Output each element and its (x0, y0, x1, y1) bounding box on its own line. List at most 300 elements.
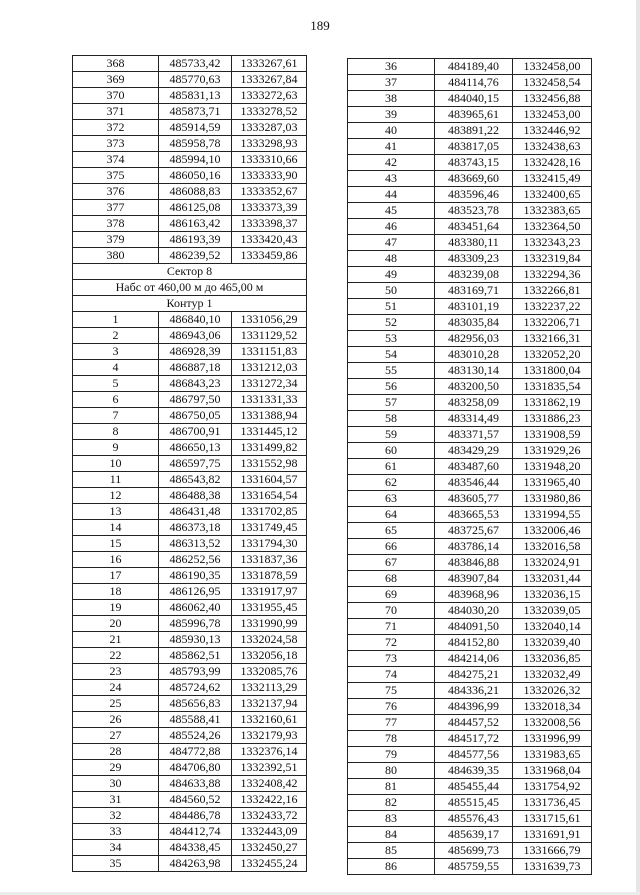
y-coordinate: 1332266,81 (513, 283, 592, 299)
x-coordinate: 485588,41 (159, 712, 232, 728)
point-number: 24 (73, 680, 159, 696)
y-coordinate: 1331996,99 (513, 731, 592, 747)
y-coordinate: 1332179,93 (232, 728, 307, 744)
point-number: 85 (348, 843, 435, 859)
y-coordinate: 1332383,65 (513, 203, 592, 219)
x-coordinate: 486797,50 (159, 392, 232, 408)
y-coordinate: 1332016,58 (513, 539, 592, 555)
y-coordinate: 1331917,97 (232, 584, 307, 600)
y-coordinate: 1331151,83 (232, 344, 307, 360)
table-row (348, 75, 592, 91)
x-coordinate: 482956,03 (435, 331, 513, 347)
table-row (73, 808, 307, 824)
table-row (73, 552, 307, 568)
point-number: 52 (348, 315, 435, 331)
point-number: 65 (348, 523, 435, 539)
y-coordinate: 1331908,59 (513, 427, 592, 443)
point-number: 17 (73, 568, 159, 584)
y-coordinate: 1332036,85 (513, 651, 592, 667)
table-row (73, 392, 307, 408)
table-row (348, 859, 592, 875)
point-number: 3 (73, 344, 159, 360)
x-coordinate: 486597,75 (159, 456, 232, 472)
point-number: 14 (73, 520, 159, 536)
point-number: 40 (348, 123, 435, 139)
table-row (348, 267, 592, 283)
table-row (348, 539, 592, 555)
x-coordinate: 483309,23 (435, 251, 513, 267)
point-number: 15 (73, 536, 159, 552)
point-number: 46 (348, 219, 435, 235)
table-row (73, 72, 307, 88)
point-number: 13 (73, 504, 159, 520)
table-row (348, 171, 592, 187)
x-coordinate: 483907,84 (435, 571, 513, 587)
point-number: 84 (348, 827, 435, 843)
table-row (73, 616, 307, 632)
point-number: 77 (348, 715, 435, 731)
table-row (348, 363, 592, 379)
y-coordinate: 1331929,26 (513, 443, 592, 459)
point-number: 379 (73, 232, 159, 248)
point-number: 28 (73, 744, 159, 760)
table-row (73, 152, 307, 168)
point-number: 31 (73, 792, 159, 808)
table-row (348, 203, 592, 219)
point-number: 82 (348, 795, 435, 811)
point-number: 369 (73, 72, 159, 88)
y-coordinate: 1332443,09 (232, 824, 307, 840)
point-number: 79 (348, 747, 435, 763)
table-row (73, 600, 307, 616)
x-coordinate: 485515,45 (435, 795, 513, 811)
y-coordinate: 1332415,49 (513, 171, 592, 187)
y-coordinate: 1333278,52 (232, 104, 307, 120)
point-number: 59 (348, 427, 435, 443)
point-number: 20 (73, 616, 159, 632)
y-coordinate: 1332446,92 (513, 123, 592, 139)
x-coordinate: 484275,21 (435, 667, 513, 683)
y-coordinate: 1332438,63 (513, 139, 592, 155)
y-coordinate: 1331837,36 (232, 552, 307, 568)
table-row (348, 507, 592, 523)
x-coordinate: 484412,74 (159, 824, 232, 840)
y-coordinate: 1331968,04 (513, 763, 592, 779)
table-row (348, 299, 592, 315)
point-number: 71 (348, 619, 435, 635)
point-number: 80 (348, 763, 435, 779)
x-coordinate: 486239,52 (159, 248, 232, 264)
y-coordinate: 1331272,34 (232, 376, 307, 392)
x-coordinate: 485724,62 (159, 680, 232, 696)
y-coordinate: 1331331,33 (232, 392, 307, 408)
y-coordinate: 1332024,91 (513, 555, 592, 571)
table-row (348, 731, 592, 747)
point-number: 47 (348, 235, 435, 251)
table-row (73, 776, 307, 792)
y-coordinate: 1332376,14 (232, 744, 307, 760)
x-coordinate: 483523,78 (435, 203, 513, 219)
point-number: 23 (73, 664, 159, 680)
x-coordinate: 484639,35 (435, 763, 513, 779)
x-coordinate: 483546,44 (435, 475, 513, 491)
table-row (348, 411, 592, 427)
point-number: 27 (73, 728, 159, 744)
y-coordinate: 1332113,29 (232, 680, 307, 696)
table-row (348, 283, 592, 299)
table-row (73, 584, 307, 600)
x-coordinate: 485994,10 (159, 152, 232, 168)
point-number: 64 (348, 507, 435, 523)
x-coordinate: 486650,13 (159, 440, 232, 456)
point-number: 4 (73, 360, 159, 376)
x-coordinate: 485793,99 (159, 664, 232, 680)
y-coordinate: 1331666,79 (513, 843, 592, 859)
x-coordinate: 486928,39 (159, 344, 232, 360)
y-coordinate: 1332455,24 (232, 856, 307, 872)
table-row (73, 824, 307, 840)
point-number: 78 (348, 731, 435, 747)
y-coordinate: 1333420,43 (232, 232, 307, 248)
y-coordinate: 1331983,65 (513, 747, 592, 763)
y-coordinate: 1332364,50 (513, 219, 592, 235)
x-coordinate: 483786,14 (435, 539, 513, 555)
point-number: 33 (73, 824, 159, 840)
x-coordinate: 485455,44 (435, 779, 513, 795)
table-row (348, 347, 592, 363)
x-coordinate: 484486,78 (159, 808, 232, 824)
table-row (348, 475, 592, 491)
x-coordinate: 483451,64 (435, 219, 513, 235)
point-number: 74 (348, 667, 435, 683)
point-number: 50 (348, 283, 435, 299)
x-coordinate: 483605,77 (435, 491, 513, 507)
y-coordinate: 1332032,49 (513, 667, 592, 683)
point-number: 371 (73, 104, 159, 120)
point-number: 18 (73, 584, 159, 600)
x-coordinate: 486750,05 (159, 408, 232, 424)
table-row (73, 664, 307, 680)
x-coordinate: 485524,26 (159, 728, 232, 744)
table-row (73, 792, 307, 808)
table-row (73, 312, 307, 328)
y-coordinate: 1332458,00 (513, 59, 592, 75)
y-coordinate: 1332343,23 (513, 235, 592, 251)
table-row (348, 491, 592, 507)
table-row (73, 104, 307, 120)
y-coordinate: 1332458,54 (513, 75, 592, 91)
point-number: 70 (348, 603, 435, 619)
point-number: 39 (348, 107, 435, 123)
y-coordinate: 1331691,91 (513, 827, 592, 843)
y-coordinate: 1332056,18 (232, 648, 307, 664)
x-coordinate: 486700,91 (159, 424, 232, 440)
y-coordinate: 1332456,88 (513, 91, 592, 107)
left-coordinates-table (72, 55, 307, 872)
table-row (73, 408, 307, 424)
point-number: 21 (73, 632, 159, 648)
y-coordinate: 1331715,61 (513, 811, 592, 827)
y-coordinate: 1331499,82 (232, 440, 307, 456)
x-coordinate: 486193,39 (159, 232, 232, 248)
y-coordinate: 1331800,04 (513, 363, 592, 379)
x-coordinate: 483035,84 (435, 315, 513, 331)
point-number: 377 (73, 200, 159, 216)
point-number: 61 (348, 459, 435, 475)
x-coordinate: 484396,99 (435, 699, 513, 715)
x-coordinate: 485576,43 (435, 811, 513, 827)
contour-title: Контур 1 (73, 296, 307, 312)
table-row (348, 651, 592, 667)
table-row (73, 696, 307, 712)
point-number: 60 (348, 443, 435, 459)
x-coordinate: 486431,48 (159, 504, 232, 520)
x-coordinate: 483101,19 (435, 299, 513, 315)
table-row (348, 603, 592, 619)
y-coordinate: 1332008,56 (513, 715, 592, 731)
table-row (73, 136, 307, 152)
point-number: 48 (348, 251, 435, 267)
x-coordinate: 485958,78 (159, 136, 232, 152)
point-number: 26 (73, 712, 159, 728)
table-row (73, 632, 307, 648)
table-row (348, 139, 592, 155)
y-coordinate: 1333459,86 (232, 248, 307, 264)
point-number: 373 (73, 136, 159, 152)
y-coordinate: 1333398,37 (232, 216, 307, 232)
y-coordinate: 1332006,46 (513, 523, 592, 539)
y-coordinate: 1331056,29 (232, 312, 307, 328)
x-coordinate: 484772,88 (159, 744, 232, 760)
sector-title-row (73, 264, 307, 280)
x-coordinate: 484030,20 (435, 603, 513, 619)
table-row (73, 440, 307, 456)
y-coordinate: 1332392,51 (232, 760, 307, 776)
point-number: 22 (73, 648, 159, 664)
x-coordinate: 485873,71 (159, 104, 232, 120)
x-coordinate: 486543,82 (159, 472, 232, 488)
y-coordinate: 1332319,84 (513, 251, 592, 267)
x-coordinate: 484091,50 (435, 619, 513, 635)
point-number: 12 (73, 488, 159, 504)
x-coordinate: 485930,13 (159, 632, 232, 648)
y-coordinate: 1332206,71 (513, 315, 592, 331)
table-row (73, 216, 307, 232)
x-coordinate: 483258,09 (435, 395, 513, 411)
page-number: 189 (310, 18, 330, 33)
y-coordinate: 1331955,45 (232, 600, 307, 616)
table-row (348, 235, 592, 251)
y-coordinate: 1333373,39 (232, 200, 307, 216)
point-number: 29 (73, 760, 159, 776)
point-number: 380 (73, 248, 159, 264)
table-row (348, 187, 592, 203)
table-row (348, 619, 592, 635)
y-coordinate: 1331835,54 (513, 379, 592, 395)
table-row (348, 59, 592, 75)
x-coordinate: 483891,22 (435, 123, 513, 139)
point-number: 51 (348, 299, 435, 315)
table-row (73, 488, 307, 504)
table-row (73, 424, 307, 440)
table-row (73, 200, 307, 216)
x-coordinate: 486252,56 (159, 552, 232, 568)
y-coordinate: 1333267,84 (232, 72, 307, 88)
scan-edge (636, 0, 640, 895)
y-coordinate: 1333267,61 (232, 56, 307, 72)
point-number: 75 (348, 683, 435, 699)
y-coordinate: 1332036,15 (513, 587, 592, 603)
table-row (348, 763, 592, 779)
y-coordinate: 1332422,16 (232, 792, 307, 808)
x-coordinate: 483487,60 (435, 459, 513, 475)
x-coordinate: 483380,11 (435, 235, 513, 251)
x-coordinate: 483239,08 (435, 267, 513, 283)
table-row (348, 107, 592, 123)
x-coordinate: 483665,53 (435, 507, 513, 523)
x-coordinate: 486313,52 (159, 536, 232, 552)
point-number: 43 (348, 171, 435, 187)
x-coordinate: 483130,14 (435, 363, 513, 379)
point-number: 32 (73, 808, 159, 824)
table-row (348, 155, 592, 171)
table-row (73, 120, 307, 136)
point-number: 68 (348, 571, 435, 587)
point-number: 66 (348, 539, 435, 555)
y-coordinate: 1332026,32 (513, 683, 592, 699)
contour-title-row (73, 296, 307, 312)
x-coordinate: 486943,06 (159, 328, 232, 344)
point-number: 44 (348, 187, 435, 203)
y-coordinate: 1331129,52 (232, 328, 307, 344)
x-coordinate: 486843,23 (159, 376, 232, 392)
y-coordinate: 1331980,86 (513, 491, 592, 507)
x-coordinate: 484152,80 (435, 635, 513, 651)
table-row (348, 779, 592, 795)
table-row (73, 168, 307, 184)
point-number: 374 (73, 152, 159, 168)
point-number: 38 (348, 91, 435, 107)
x-coordinate: 484263,98 (159, 856, 232, 872)
x-coordinate: 483429,29 (435, 443, 513, 459)
point-number: 62 (348, 475, 435, 491)
y-coordinate: 1331736,45 (513, 795, 592, 811)
point-number: 6 (73, 392, 159, 408)
point-number: 49 (348, 267, 435, 283)
x-coordinate: 483596,46 (435, 187, 513, 203)
x-coordinate: 485733,42 (159, 56, 232, 72)
x-coordinate: 483725,67 (435, 523, 513, 539)
point-number: 69 (348, 587, 435, 603)
y-coordinate: 1331965,40 (513, 475, 592, 491)
x-coordinate: 486190,35 (159, 568, 232, 584)
y-coordinate: 1332160,61 (232, 712, 307, 728)
y-coordinate: 1332137,94 (232, 696, 307, 712)
table-row (73, 680, 307, 696)
x-coordinate: 483669,60 (435, 171, 513, 187)
sector-subtitle-row (73, 280, 307, 296)
table-row (73, 744, 307, 760)
x-coordinate: 485862,51 (159, 648, 232, 664)
table-row (348, 555, 592, 571)
y-coordinate: 1332428,16 (513, 155, 592, 171)
point-number: 378 (73, 216, 159, 232)
x-coordinate: 485639,17 (435, 827, 513, 843)
point-number: 11 (73, 472, 159, 488)
x-coordinate: 484114,76 (435, 75, 513, 91)
point-number: 25 (73, 696, 159, 712)
point-number: 53 (348, 331, 435, 347)
table-row (348, 747, 592, 763)
y-coordinate: 1331552,98 (232, 456, 307, 472)
table-row (73, 648, 307, 664)
table-row (348, 379, 592, 395)
x-coordinate: 484517,72 (435, 731, 513, 747)
x-coordinate: 485770,63 (159, 72, 232, 88)
x-coordinate: 485831,13 (159, 88, 232, 104)
x-coordinate: 484214,06 (435, 651, 513, 667)
table-row (348, 683, 592, 699)
x-coordinate: 486163,42 (159, 216, 232, 232)
y-coordinate: 1331948,20 (513, 459, 592, 475)
table-row (73, 568, 307, 584)
x-coordinate: 486488,38 (159, 488, 232, 504)
y-coordinate: 1332450,27 (232, 840, 307, 856)
point-number: 19 (73, 600, 159, 616)
y-coordinate: 1331794,30 (232, 536, 307, 552)
y-coordinate: 1333272,63 (232, 88, 307, 104)
y-coordinate: 1333352,67 (232, 184, 307, 200)
table-row (73, 712, 307, 728)
table-row (73, 344, 307, 360)
table-row (348, 587, 592, 603)
table-row (73, 856, 307, 872)
point-number: 55 (348, 363, 435, 379)
point-number: 86 (348, 859, 435, 875)
point-number: 34 (73, 840, 159, 856)
y-coordinate: 1333310,66 (232, 152, 307, 168)
y-coordinate: 1332085,76 (232, 664, 307, 680)
x-coordinate: 486840,10 (159, 312, 232, 328)
table-row (348, 395, 592, 411)
table-row (348, 315, 592, 331)
point-number: 58 (348, 411, 435, 427)
table-row (73, 88, 307, 104)
y-coordinate: 1331702,85 (232, 504, 307, 520)
table-row (73, 328, 307, 344)
table-row (348, 219, 592, 235)
x-coordinate: 484338,45 (159, 840, 232, 856)
table-row (348, 91, 592, 107)
table-row (348, 795, 592, 811)
point-number: 8 (73, 424, 159, 440)
y-coordinate: 1332453,00 (513, 107, 592, 123)
point-number: 376 (73, 184, 159, 200)
table-row (348, 427, 592, 443)
x-coordinate: 484706,80 (159, 760, 232, 776)
point-number: 37 (348, 75, 435, 91)
point-number: 35 (73, 856, 159, 872)
x-coordinate: 483200,50 (435, 379, 513, 395)
y-coordinate: 1331994,55 (513, 507, 592, 523)
x-coordinate: 485996,78 (159, 616, 232, 632)
x-coordinate: 486088,83 (159, 184, 232, 200)
table-row (348, 443, 592, 459)
table-row (348, 459, 592, 475)
table-row (73, 536, 307, 552)
y-coordinate: 1331862,19 (513, 395, 592, 411)
point-number: 368 (73, 56, 159, 72)
